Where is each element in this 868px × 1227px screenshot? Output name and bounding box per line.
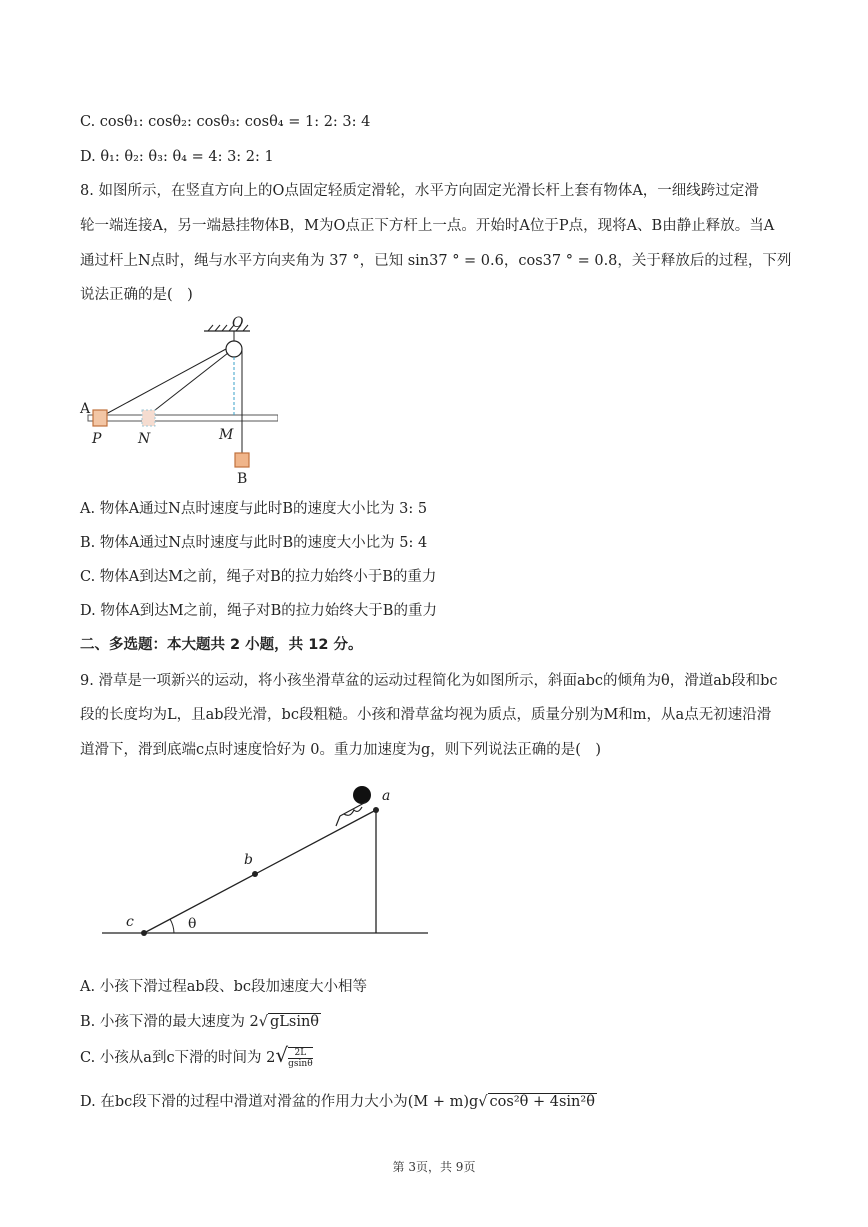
pulley-icon <box>226 341 242 357</box>
page-footer: 第 3页，共 9页 <box>392 1160 476 1174</box>
label-a: a <box>382 788 391 804</box>
q9-option-c <box>80 1045 313 1075</box>
q9-option-d-prefix: D. 在bc段下滑的过程中滑道对滑盆的作用力大小为(M + m)g <box>80 1094 479 1110</box>
q8-stem-line4: 说法正确的是( ) <box>80 287 193 303</box>
section-2-title: 二、多选题：本大题共 2 小题，共 12 分。 <box>80 637 363 653</box>
label-theta: θ <box>188 916 197 932</box>
label-c: c <box>126 914 134 930</box>
point-b <box>252 871 258 877</box>
fraction-numerator: 2L <box>288 1048 312 1059</box>
q8-pulley-figure <box>78 315 278 487</box>
q9-option-b-prefix: B. 小孩下滑的最大速度为 2 <box>80 1014 259 1030</box>
sqrt-icon: √ <box>258 1014 268 1030</box>
q8-option-b: B. 物体A通过N点时速度与此时B的速度大小比为 5: 4 <box>80 535 428 551</box>
q9-stem-line1: 9. 滑草是一项新兴的运动，将小孩坐滑草盆的运动过程简化为如图所示，斜面abc的倾角为θ，滑道ab段和bc <box>80 673 778 689</box>
q9-option-d <box>80 1092 597 1112</box>
block-b <box>235 453 249 467</box>
q8-stem-line3: 通过杆上N点时，绳与水平方向夹角为 37 °，已知 sin37 ° = 0.6，cos37 ° = 0.8，关于释放后的过程，下列 <box>80 253 792 269</box>
q7-option-c: C. cosθ₁: cosθ₂: cosθ₃: cosθ₄ = 1: 2: 3: 4 <box>80 114 371 130</box>
q9-option-d-root: cos²θ + 4sin²θ <box>489 1094 595 1110</box>
q7-option-d: D. θ₁: θ₂: θ₃: θ₄ = 4: 3: 2: 1 <box>80 149 274 165</box>
q8-option-d: D. 物体A到达M之前，绳子对B的拉力始终大于B的重力 <box>80 603 437 619</box>
sqrt-icon: √ <box>275 1043 289 1067</box>
point-a <box>373 807 379 813</box>
q9-option-b-root: gLsinθ <box>269 1014 320 1030</box>
block-a <box>93 410 107 426</box>
point-c <box>141 930 147 936</box>
label-o: O <box>232 315 244 331</box>
q9-slope-figure <box>100 780 430 945</box>
fraction-denominator: gsinθ <box>288 1059 313 1069</box>
q9-stem-line3: 道滑下，滑到底端c点时速度恰好为 0。重力加速度为g，则下列说法正确的是( ) <box>80 742 602 758</box>
q8-stem-line2: 轮一端连接A，另一端悬挂物体B，M为O点正下方杆上一点。开始时A位于P点，现将A、B由静止释放。当A <box>80 218 775 234</box>
q9-option-c-prefix: C. 小孩从a到c下滑的时间为 2 <box>80 1050 276 1066</box>
label-b: B <box>237 471 248 487</box>
q8-option-a: A. 物体A通过N点时速度与此时B的速度大小比为 3: 5 <box>80 501 428 517</box>
block-n-ghost <box>142 410 155 426</box>
sqrt-icon: √ <box>478 1094 488 1110</box>
child-icon <box>353 786 371 804</box>
q8-stem-line1: 8. 如图所示，在竖直方向上的O点固定轻质定滑轮，水平方向固定光滑长杆上套有物体A，一细线跨过定滑 <box>80 183 759 199</box>
rod <box>88 415 278 421</box>
label-p: P <box>92 431 102 447</box>
q9-option-a: A. 小孩下滑过程ab段、bc段加速度大小相等 <box>80 979 368 995</box>
label-a: A <box>80 401 91 417</box>
q9-option-c-fraction <box>288 1047 312 1069</box>
q9-stem-line2: 段的长度均为L，且ab段光滑，bc段粗糙。小孩和滑草盆均视为质点，质量分别为M和m，从a点无初速沿滑 <box>80 707 772 723</box>
q9-option-b <box>80 1012 321 1032</box>
q8-option-c: C. 物体A到达M之前，绳子对B的拉力始终小于B的重力 <box>80 569 437 585</box>
sled-icon <box>336 802 366 826</box>
label-b: b <box>244 852 253 868</box>
label-m: M <box>219 427 234 443</box>
label-n: N <box>138 431 151 447</box>
